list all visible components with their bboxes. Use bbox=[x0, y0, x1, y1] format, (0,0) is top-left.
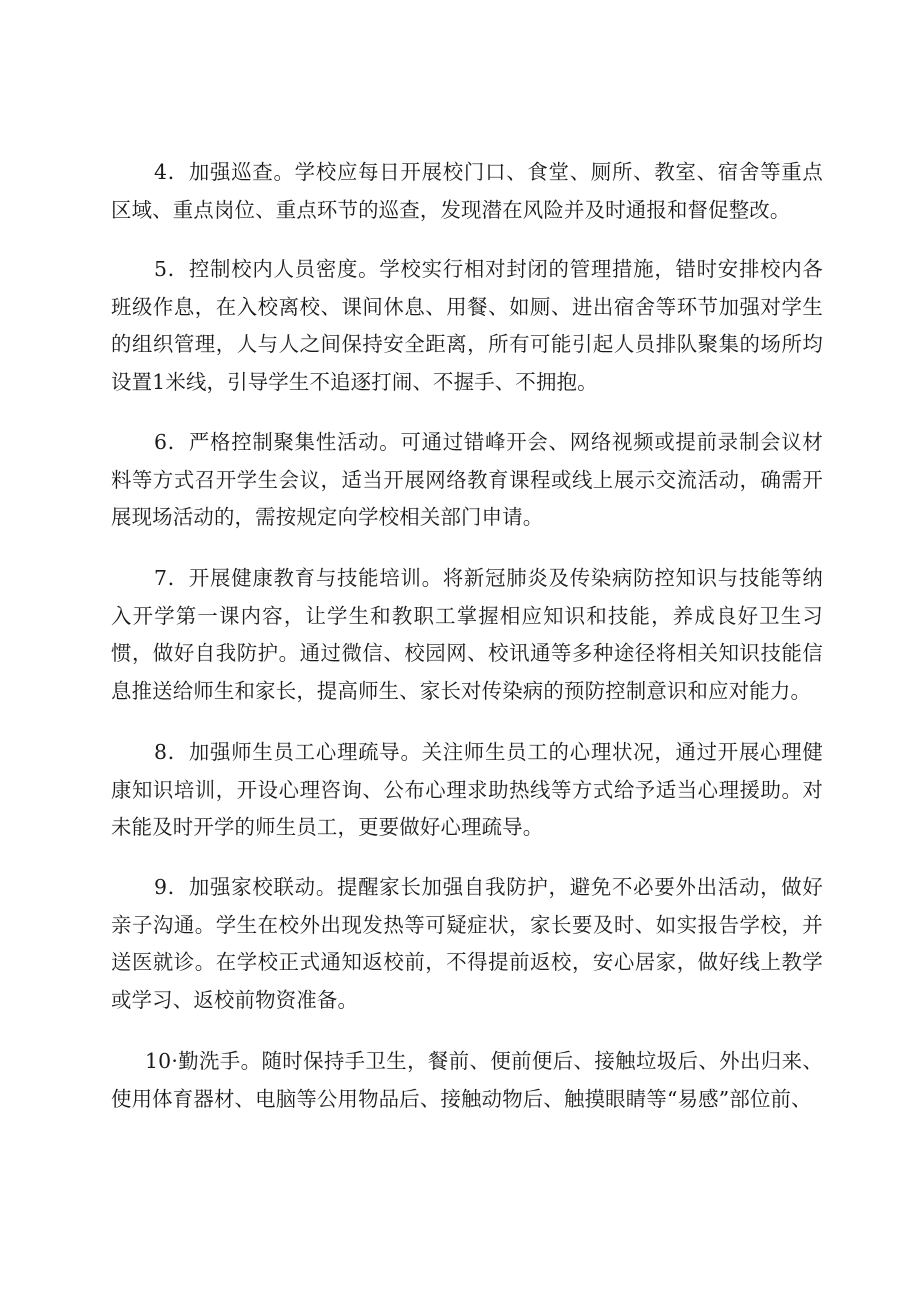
paragraph-10: 10·勤洗手。随时保持手卫生，餐前、便前便后、接触垃圾后、外出归来、使用体育器材、电脑等公用物品后、接触动物后、触摸眼睛等“易感”部位前、 bbox=[111, 1049, 823, 1111]
paragraph-8: 8．加强师生员工心理疏导。关注师生员工的心理状况，通过开展心理健康知识培训，开设心理咨询、公布心理求助热线等方式给予适当心理援助。对未能及时开学的师生员工，更要做好心理疏导。 bbox=[111, 740, 823, 839]
paragraph-4: 4．加强巡查。学校应每日开展校门口、食堂、厕所、教室、宿舍等重点区域、重点岗位、重点环节的巡查，发现潜在风险并及时通报和督促整改。 bbox=[111, 160, 823, 222]
paragraph-5: 5．控制校内人员密度。学校实行相对封闭的管理措施，错时安排校内各班级作息，在入校离校、课间休息、用餐、如厕、进出宿舍等环节加强对学生的组织管理，人与人之间保持安全距离，所有可能引起人员排队聚集的场所均设置1米线，引导学生不追逐打闹、不握手、不拥抱。 bbox=[111, 257, 823, 394]
paragraph-6: 6．严格控制聚集性活动。可通过错峰开会、网络视频或提前录制会议材料等方式召开学生会议，适当开展网络教育课程或线上展示交流活动，确需开展现场活动的，需按规定向学校相关部门申请。 bbox=[111, 430, 823, 529]
paragraph-9: 9．加强家校联动。提醒家长加强自我防护，避免不必要外出活动，做好亲子沟通。学生在校外出现发热等可疑症状，家长要及时、如实报告学校，并送医就诊。在学校正式通知返校前，不得提前返校，安心居家，做好线上教学或学习、返校前物资准备。 bbox=[111, 875, 823, 1012]
paragraph-7: 7．开展健康教育与技能培训。将新冠肺炎及传染病防控知识与技能等纳入开学第一课内容，让学生和教职工掌握相应知识和技能，养成良好卫生习惯，做好自我防护。通过微信、校园网、校讯通等多种途径将相关知识技能信息推送给师生和家长，提高师生、家长对传染病的预防控制意识和应对能力。 bbox=[111, 566, 823, 703]
